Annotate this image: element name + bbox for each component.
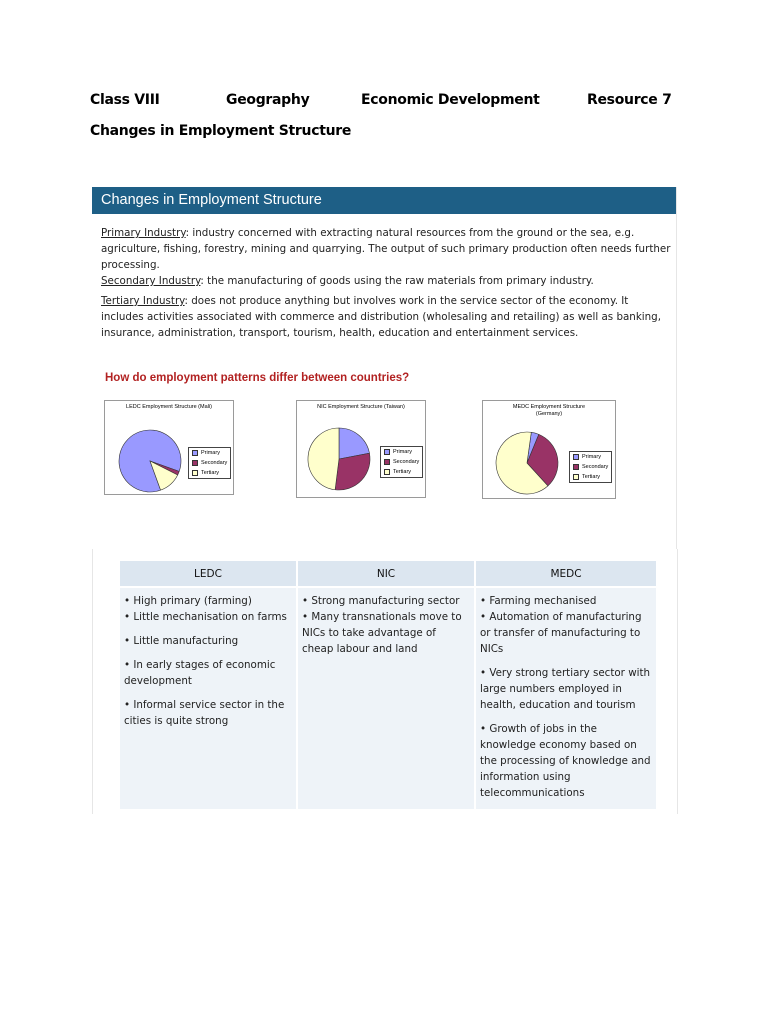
chart-legend: [188, 447, 231, 479]
ledc-point: • In early stages of economic development: [124, 659, 276, 687]
topic-label: Economic Development: [361, 92, 540, 108]
legend-swatch: [573, 474, 579, 480]
legend-primary: [192, 448, 227, 458]
legend-swatch: [384, 449, 390, 455]
legend-tertiary: [384, 467, 419, 477]
legend-label: Primary: [201, 450, 220, 456]
chart-title: MEDC Employment Structure (Germany): [512, 404, 586, 417]
nic-cell: [297, 587, 475, 809]
legend-secondary: [573, 462, 608, 472]
legend-swatch: [192, 460, 198, 466]
primary-definition: [101, 225, 671, 273]
ledc-point: • High primary (farming) • Little mechanisation on farms: [124, 595, 287, 623]
pie-slice-secondary: [335, 453, 370, 490]
ledc-point: • Informal service sector in the cities is quite strong: [124, 699, 285, 727]
legend-swatch: [384, 469, 390, 475]
secondary-def-text: : the manufacturing of goods using the raw materials from primary industry.: [200, 275, 594, 287]
pie-slice-tertiary: [308, 428, 339, 490]
legend-swatch: [384, 459, 390, 465]
definitions: [101, 225, 671, 341]
medc-pie-chart: [482, 400, 616, 499]
tertiary-def-text: : does not produce anything but involves work in the service sector of the economy. It includes activities associated with commerce and distribution (wholesaling and retailing) as well as banking, insurance, administration, transport, tourism, health, education and entertainment services.: [101, 295, 661, 339]
legend-label: Secondary: [201, 460, 228, 466]
nic-point: • Strong manufacturing sector • Many transnationals move to NICs to take advantage of cheap labour and land: [302, 595, 462, 655]
legend-swatch: [573, 454, 579, 460]
resource-label: Resource 7: [587, 92, 672, 108]
comparison-table: [120, 561, 656, 809]
primary-term: Primary Industry: [101, 227, 186, 239]
header-medc: MEDC: [475, 561, 656, 587]
legend-label: Secondary: [393, 459, 420, 465]
chart-title: NIC Employment Structure (Taiwan): [317, 404, 405, 410]
pie-svg: [483, 401, 615, 498]
resource-panel: [92, 187, 677, 549]
tertiary-definition: [101, 293, 671, 341]
legend-label: Primary: [582, 454, 601, 460]
legend-secondary: [192, 458, 227, 468]
legend-swatch: [192, 450, 198, 456]
resource-banner: Changes in Employment Structure: [92, 187, 676, 214]
legend-swatch: [573, 464, 579, 470]
legend-tertiary: [573, 472, 608, 482]
legend-primary: [384, 447, 419, 457]
secondary-definition: [101, 273, 671, 289]
legend-primary: [573, 452, 608, 462]
legend-tertiary: [192, 468, 227, 478]
medc-cell: [475, 587, 656, 809]
medc-point: • Farming mechanised • Automation of manufacturing or transfer of manufacturing to NICs: [480, 595, 642, 655]
legend-label: Primary: [393, 449, 412, 455]
document-header: [90, 92, 670, 114]
table-row: [120, 587, 656, 809]
ledc-pie-chart: [104, 400, 234, 495]
chart-title: LEDC Employment Structure (Mali): [126, 404, 212, 410]
legend-label: Tertiary: [582, 474, 601, 480]
medc-point: • Growth of jobs in the knowledge economy based on the processing of knowledge and information using telecommunications: [480, 723, 651, 799]
legend-label: Tertiary: [201, 470, 220, 476]
secondary-term: Secondary Industry: [101, 275, 201, 287]
medc-point: • Very strong tertiary sector with large numbers employed in health, education and tourism: [480, 667, 651, 711]
legend-label: Secondary: [582, 464, 609, 470]
primary-def-text: : industry concerned with extracting natural resources from the ground or the sea, e.g. agriculture, fishing, forestry, mining and quarrying. The output of such primary production often needs further processing.: [101, 227, 671, 271]
question-heading: How do employment patterns differ between countries?: [105, 372, 410, 384]
header-ledc: LEDC: [120, 561, 297, 587]
header-nic: NIC: [297, 561, 475, 587]
legend-swatch: [192, 470, 198, 476]
comparison-panel: [92, 549, 678, 814]
class-label: Class VIII: [90, 92, 160, 108]
tertiary-term: Tertiary Industry: [101, 295, 185, 307]
document-subtitle: Changes in Employment Structure: [90, 123, 352, 139]
legend-secondary: [384, 457, 419, 467]
subject-label: Geography: [226, 92, 310, 108]
ledc-cell: [120, 587, 297, 809]
chart-legend: [380, 446, 423, 478]
legend-label: Tertiary: [393, 469, 412, 475]
nic-pie-chart: [296, 400, 426, 498]
chart-legend: [569, 451, 612, 483]
ledc-point: • Little manufacturing: [124, 635, 239, 647]
table-header-row: [120, 561, 656, 587]
